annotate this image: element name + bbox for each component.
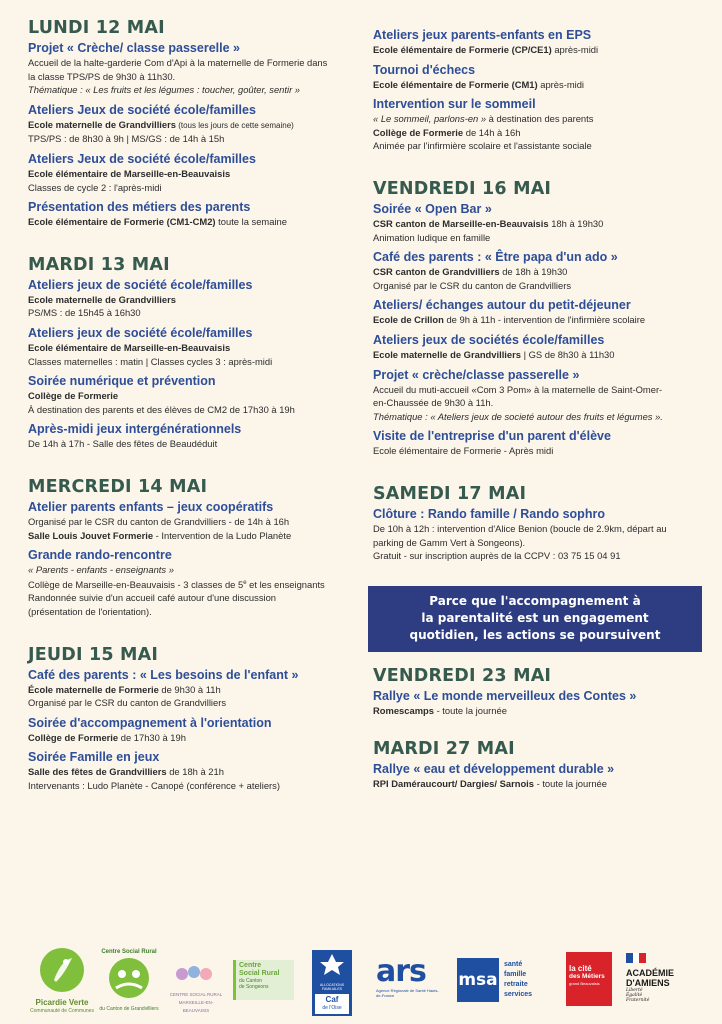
event-title: Projet « Crèche/ classe passerelle » <box>28 41 240 55</box>
day-heading: MERCREDI 14 MAI <box>28 476 208 497</box>
event-line: la classe TPS/PS de 9h30 à 11h30. <box>28 70 176 82</box>
logo-label: du Canton <box>239 978 263 984</box>
event-line: Accueil du muti-accueil «Com 3 Pom» à la maternelle de Saint-Omer- <box>373 383 663 395</box>
event-line: « Le sommeil, parlons-en » à destination des parents <box>373 113 594 125</box>
event-title: Café des parents : « Les besoins de l'enfant » <box>28 667 299 682</box>
event-line: Collège de Formerie de 17h30 à 19h <box>28 731 186 743</box>
event <box>28 41 360 97</box>
event-line: Ecole élémentaire de Formerie (CM1) après-midi <box>373 78 585 90</box>
event-line: De 10h à 12h : intervention d'Alice Benion (boucle de 2.9km, départ au <box>373 522 667 534</box>
logo-label: du Canton de Grandvilliers <box>99 1006 159 1012</box>
logo-label: retraite <box>504 981 528 988</box>
csr-grandvilliers-logo <box>98 948 160 1013</box>
event-title: Ateliers jeux de sociétés école/familles <box>373 332 605 347</box>
event-title: Ateliers jeux de société école/familles <box>28 325 253 340</box>
event-title: Clôture : Rando famille / Rando sophro <box>373 506 605 521</box>
logo-label: la cité <box>569 964 592 973</box>
logo-label: santé <box>504 961 523 968</box>
ars-logo <box>376 956 442 998</box>
logo-label: Liberté <box>626 988 643 993</box>
event-line: Ecole maternelle de Grandvilliers <box>28 293 176 305</box>
event-line: Ecole maternelle de Grandvilliers | GS de 8h30 à 11h30 <box>373 348 615 360</box>
event-title: Visite de l'entreprise d'un parent d'élève <box>373 429 611 444</box>
day-heading: JEUDI 15 MAI <box>28 644 159 665</box>
event-line: Ecole de Crillon de 9h à 11h - intervention de l'infirmière scolaire <box>373 314 646 326</box>
event-theme: Thématique : « Les fruits et les légumes : toucher, goûter, sentir » <box>28 84 301 96</box>
logo-label: D'AMIENS <box>626 978 670 988</box>
event <box>28 374 360 416</box>
event-title: Projet « crèche/classe passerelle » <box>373 367 580 382</box>
event-title: Grande rando-rencontre <box>28 548 172 563</box>
logo-label: Agence Régionale de Santé Hauts-de-France <box>376 988 439 998</box>
event-line: Organisé par le CSR du canton de Grandvilliers <box>28 697 227 709</box>
csr-marseille-emblem-icon <box>166 962 226 986</box>
event-line: parking de Gamm Vert à Songeons). <box>373 536 526 548</box>
logo-label: msa <box>457 958 499 1002</box>
event <box>28 422 360 451</box>
event-line: TPS/PS : de 8h30 à 9h | MS/GS : de 14h à 15h <box>28 133 225 145</box>
event <box>373 202 699 244</box>
picardie-verte-emblem-icon <box>30 946 94 994</box>
event-line: Ecole élémentaire de Marseille-en-Beauvaisis <box>28 341 231 353</box>
left-column <box>28 18 360 793</box>
event-line: CSR canton de Grandvilliers de 18h à 19h30 <box>373 266 568 278</box>
event <box>373 298 699 327</box>
logo-label: services <box>504 991 533 998</box>
logo-label: ALLOCATIONS <box>319 983 345 987</box>
csr-songeons-logo <box>233 960 294 1000</box>
event-title: Soirée « Open Bar » <box>373 201 492 216</box>
event-line: Ecole élémentaire de Formerie (CP/CE1) après-midi <box>373 44 599 55</box>
event-line: École maternelle de Formerie de 9h30 à 11h <box>28 683 221 695</box>
event-line: RPI Daméraucourt/ Dargies/ Sarnois - toute la journée <box>373 778 607 790</box>
picardie-verte-logo <box>30 946 94 1015</box>
csr-marseille-logo <box>166 962 226 1015</box>
event-line: en-Chaussée de 9h30 à 11h. <box>373 397 494 409</box>
event <box>373 28 699 57</box>
event-title: Tournoi d'échecs <box>373 62 476 77</box>
event <box>28 750 360 792</box>
event-title: Après-midi jeux intergénérationnels <box>28 422 242 437</box>
logo-label: des Métiers <box>569 973 605 980</box>
day-heading: SAMEDI 17 MAI <box>373 483 527 504</box>
event-line: Organisé par le CSR du canton de Grandvilliers - de 14h à 16h <box>28 515 290 527</box>
event-line: Animation ludique en famille <box>373 231 491 243</box>
event <box>28 152 360 194</box>
event-title: Présentation des métiers des parents <box>28 200 251 215</box>
event-title: Café des parents : « Être papa d'un ado » <box>373 250 618 265</box>
event-title: Rallye « Le monde merveilleux des Contes » <box>373 688 637 703</box>
logo-label: grand Beauvaisis <box>569 981 600 986</box>
cite-des-metiers-logo <box>566 952 612 1006</box>
academie-amiens-logo <box>626 950 696 1003</box>
logo-label: MARSEILLE-EN-BEAUVAISIS <box>178 1000 214 1013</box>
caf-emblem-icon <box>312 950 352 978</box>
event <box>373 368 699 424</box>
event-line: Romescamps - toute la journée <box>373 704 507 716</box>
logo-label: ACADÉMIE <box>626 968 675 978</box>
logo-label: Social Rural <box>239 970 280 977</box>
partner-logos <box>0 938 722 1024</box>
logo-label: Fraternité <box>626 998 650 1003</box>
event-title: Intervention sur le sommeil <box>373 97 536 112</box>
event <box>28 500 360 542</box>
event <box>28 200 360 229</box>
event <box>373 507 699 563</box>
event-title: Soirée numérique et prévention <box>28 374 216 389</box>
event-line: De 14h à 17h - Salle des fêtes de Beaudéduit <box>28 438 218 450</box>
event-line: Intervenants : Ludo Planète - Canopé (conférence + ateliers) <box>28 779 280 791</box>
event-line: Collège de Marseille-en-Beauvaisis - 3 classes de 5e et les enseignants <box>28 578 325 590</box>
csr-grandvilliers-emblem-icon <box>98 956 160 1000</box>
event-theme: Thématique : « Ateliers jeux de societé autour des fruits et légumes ». <box>373 410 663 422</box>
event <box>373 63 699 92</box>
event-line: CSR canton de Marseille-en-Beauvaisis 18h à 19h30 <box>373 217 604 229</box>
logo-label: Égalité <box>626 993 643 998</box>
event <box>28 716 360 745</box>
event-line: « Parents - enfants - enseignants » <box>28 564 174 576</box>
right-column <box>373 28 699 791</box>
day-heading: VENDREDI 16 MAI <box>373 178 552 199</box>
event-line: Ecole élémentaire de Marseille-en-Beauvaisis <box>28 167 231 179</box>
event <box>373 333 699 362</box>
event-title: Rallye « eau et développement durable » <box>373 762 615 777</box>
event-line: Ecole élémentaire de Formerie (CM1-CM2) toute la semaine <box>28 216 287 228</box>
day-heading: MARDI 13 MAI <box>28 254 170 275</box>
logo-label: FAMILIALES <box>321 987 343 991</box>
caf-logo <box>312 950 352 1016</box>
logo-label: Centre <box>239 962 262 969</box>
logo-label: Communauté de Communes <box>30 1008 94 1014</box>
event-line: Salle Louis Jouvet Formerie - Intervention de la Ludo Planète <box>28 529 292 541</box>
event <box>28 668 360 710</box>
event-line: À destination des parents et des élèves de CM2 de 17h30 à 19h <box>28 403 295 415</box>
event <box>373 250 699 292</box>
logo-label: Caf <box>325 995 339 1004</box>
event-line: Gratuit - sur inscription auprès de la CCPV : 03 75 15 04 91 <box>373 550 621 562</box>
event-title: Ateliers jeux de société école/familles <box>28 277 253 292</box>
event-title: Ateliers Jeux de société école/familles <box>28 151 256 166</box>
event <box>28 548 360 619</box>
logo-label: Picardie Verte <box>35 998 89 1007</box>
day-heading: LUNDI 12 MAI <box>28 18 165 38</box>
event-line: Collège de Formerie de 14h à 16h <box>373 126 521 138</box>
event-line: Animée par l'infirmière scolaire et l'assistante sociale <box>373 140 592 152</box>
event-title: Ateliers Jeux de société école/familles <box>28 102 256 117</box>
event-title: Soirée Famille en jeux <box>28 750 160 765</box>
event <box>373 97 699 153</box>
event-title: Ateliers/ échanges autour du petit-déjeuner <box>373 298 631 313</box>
event-line: PS/MS : de 15h45 à 16h30 <box>28 307 141 319</box>
french-flag-icon <box>626 953 646 963</box>
event <box>28 103 360 146</box>
logo-label: ars <box>376 954 426 989</box>
event-line: Randonnée suivie d'un accueil café autour d'une discussion <box>28 592 277 604</box>
event <box>28 278 360 320</box>
logo-label: de Songeons <box>239 984 269 990</box>
event-line: Ecole élémentaire de Formerie - Après midi <box>373 445 554 457</box>
logo-label: Centre Social Rural <box>101 949 157 955</box>
event-line: Organisé par le CSR du canton de Grandvilliers <box>373 279 572 291</box>
event-line: Ecole maternelle de Grandvilliers (tous les jours de cette semaine) <box>28 118 294 130</box>
event-line: (présentation de l'orientation). <box>28 606 152 617</box>
event <box>373 689 699 718</box>
event-line: Collège de Formerie <box>28 390 119 402</box>
event-line: Classes de cycle 2 : l'après-midi <box>28 181 162 193</box>
event-title: Atelier parents enfants – jeux coopératifs <box>28 499 274 514</box>
day-heading: MARDI 27 MAI <box>373 739 515 760</box>
continuation-banner: Parce que l'accompagnement à la parentalité est un engagement quotidien, les actions se poursuivent <box>368 586 702 652</box>
logo-label: CENTRE SOCIAL RURAL <box>169 992 223 997</box>
event-line: Classes maternelles : matin | Classes cycles 3 : après-midi <box>28 355 273 367</box>
logo-label: de l'Oise <box>322 1005 342 1011</box>
msa-logo <box>457 958 553 1002</box>
day-heading: VENDREDI 23 MAI <box>373 665 552 686</box>
event-title: Ateliers jeux parents-enfants en EPS <box>373 28 592 42</box>
event <box>373 762 699 791</box>
event-line: Salle des fêtes de Grandvilliers de 18h à 21h <box>28 766 224 778</box>
event <box>373 429 699 458</box>
event-title: Soirée d'accompagnement à l'orientation <box>28 715 272 730</box>
event-line: Accueil de la halte-garderie Com d'Api à la maternelle de Formerie dans <box>28 57 328 68</box>
event <box>28 326 360 368</box>
logo-label: famille <box>504 971 527 978</box>
